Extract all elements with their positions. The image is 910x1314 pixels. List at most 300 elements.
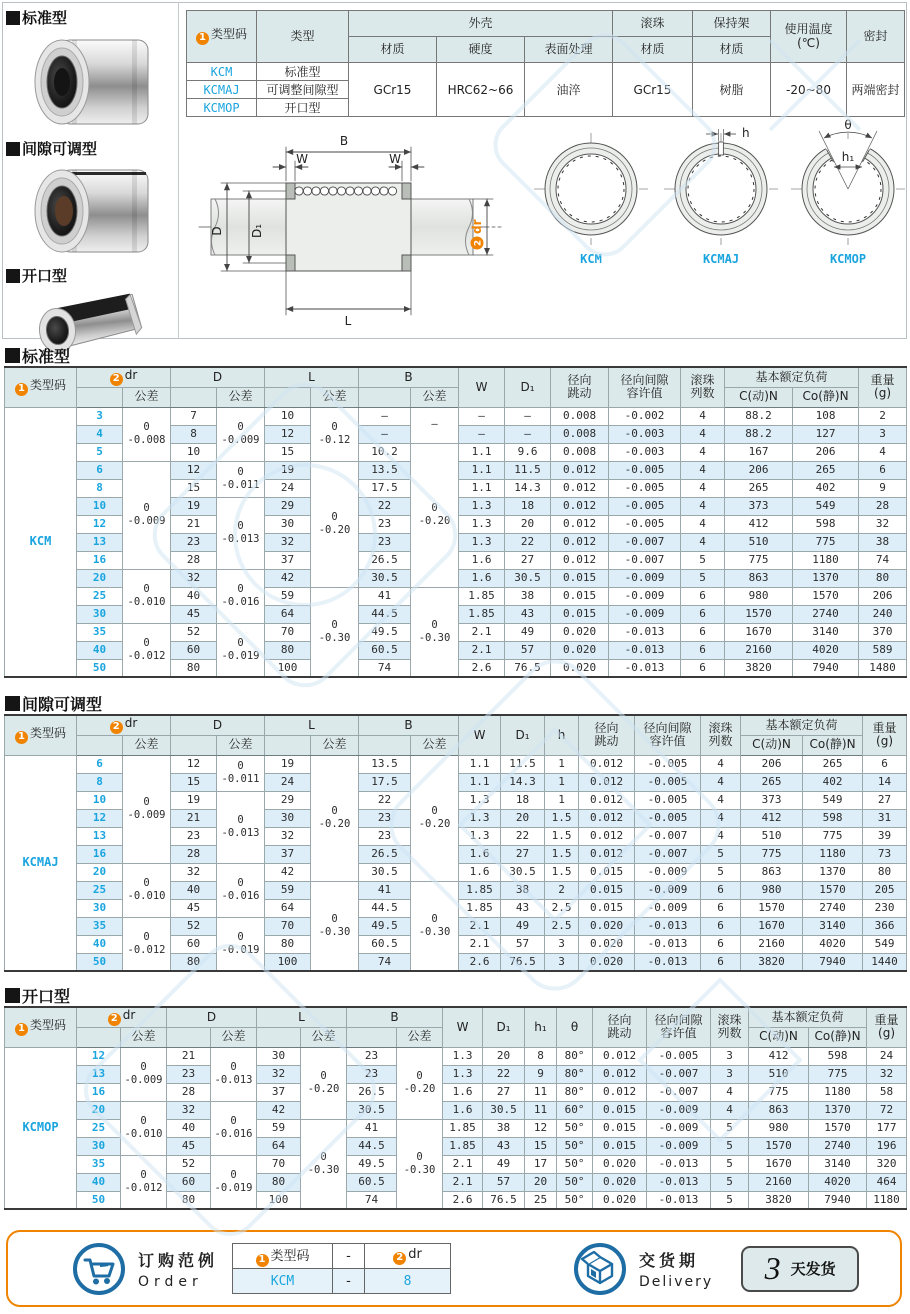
- data-cell: 366: [863, 917, 907, 935]
- data-cell: 1.3: [443, 1065, 483, 1083]
- table-row: [5, 755, 907, 773]
- dr-value-cell: 16: [77, 551, 123, 569]
- data-cell: 0.020: [593, 1173, 647, 1191]
- B-value-cell: 26.5: [359, 845, 411, 863]
- data-cell: 108: [793, 407, 859, 425]
- D-value-cell: 8: [171, 425, 217, 443]
- L-value-cell: 42: [265, 863, 311, 881]
- col-W: W: [459, 715, 501, 755]
- data-cell: -0.002: [609, 407, 681, 425]
- data-cell: 510: [749, 1065, 809, 1083]
- D-value-cell: 32: [171, 863, 217, 881]
- B-value-cell: 74: [359, 953, 411, 971]
- D-value-cell: 15: [171, 773, 217, 791]
- tolerance-cell: 0 -0.009: [217, 407, 265, 461]
- data-cell: 4: [681, 443, 725, 461]
- L-value-cell: 70: [257, 1155, 301, 1173]
- dr-value-cell: 30: [77, 899, 123, 917]
- D-value-cell: 60: [171, 935, 217, 953]
- data-cell: 11: [525, 1083, 557, 1101]
- col-dr-value: [77, 1027, 121, 1047]
- data-cell: 2160: [725, 641, 793, 659]
- dr-value-cell: 50: [77, 953, 123, 971]
- col-L-value: [257, 1027, 301, 1047]
- data-cell: 2.5: [545, 917, 579, 935]
- L-value-cell: 64: [257, 1137, 301, 1155]
- data-cell: 0.015: [551, 605, 609, 623]
- data-cell: 6: [701, 917, 741, 935]
- data-cell: -0.009: [609, 587, 681, 605]
- data-cell: -0.005: [635, 773, 701, 791]
- tolerance-cell: –: [411, 407, 459, 443]
- data-cell: 88.2: [725, 407, 793, 425]
- data-cell: -0.005: [635, 809, 701, 827]
- col-D-value: [171, 387, 217, 407]
- data-cell: 57: [501, 935, 545, 953]
- type-code-cell: KCMAJ: [187, 81, 257, 99]
- dr-value-cell: 12: [77, 515, 123, 533]
- dim-label-dr-group: [470, 219, 484, 249]
- data-cell: 3: [859, 425, 907, 443]
- col-dr-tolerance: 公差: [123, 735, 171, 755]
- B-value-cell: 30.5: [359, 863, 411, 881]
- data-cell: 205: [863, 881, 907, 899]
- data-cell: 0.012: [551, 497, 609, 515]
- dim-label-B: B: [339, 134, 349, 148]
- col-radial-clearance: 径向间隙 容许值: [635, 715, 701, 755]
- data-cell: 1.3: [459, 809, 501, 827]
- L-value-cell: 32: [265, 827, 311, 845]
- data-cell: 1: [545, 773, 579, 791]
- L-value-cell: 70: [265, 917, 311, 935]
- data-cell: 2.1: [459, 917, 501, 935]
- D-value-cell: 40: [167, 1119, 211, 1137]
- tolerance-cell: 0 -0.30: [311, 587, 359, 677]
- B-value-cell: 41: [359, 881, 411, 899]
- data-cell: 1.85: [459, 881, 501, 899]
- data-cell: 1.85: [459, 605, 505, 623]
- data-cell: 9.6: [505, 443, 551, 461]
- data-cell: 1.6: [459, 551, 505, 569]
- tolerance-cell: 0 -0.009: [121, 1047, 167, 1101]
- dr-value-cell: 25: [77, 587, 123, 605]
- data-cell: 73: [863, 845, 907, 863]
- B-value-cell: 17.5: [359, 479, 411, 497]
- data-cell: 3: [545, 935, 579, 953]
- data-cell: -0.005: [609, 461, 681, 479]
- badge-2-icon: 2: [473, 239, 484, 247]
- tolerance-cell: 0 -0.016: [217, 569, 265, 623]
- data-cell: -0.013: [609, 623, 681, 641]
- D-value-cell: 19: [171, 791, 217, 809]
- data-cell: 0.008: [551, 407, 609, 425]
- col-L-tolerance: 公差: [311, 387, 359, 407]
- col-D-group: D: [167, 1007, 257, 1027]
- dr-value-cell: 20: [77, 569, 123, 587]
- data-cell: 6: [701, 899, 741, 917]
- data-cell: 9: [859, 479, 907, 497]
- data-cell: 549: [793, 497, 859, 515]
- dim-label-theta: θ: [844, 119, 852, 132]
- tolerance-cell: 0 -0.20: [301, 1047, 347, 1119]
- data-cell: 5: [711, 1137, 749, 1155]
- dr-value-cell: 10: [77, 791, 123, 809]
- dr-value-cell: 8: [77, 773, 123, 791]
- spec-table-kcmaj: [4, 714, 907, 972]
- data-cell: 80: [863, 863, 907, 881]
- dr-value-cell: 40: [77, 641, 123, 659]
- data-cell: 4: [701, 773, 741, 791]
- dim-label-D1: D₁: [250, 223, 264, 239]
- dr-value-cell: 20: [77, 863, 123, 881]
- data-cell: 1570: [725, 605, 793, 623]
- data-cell: 2.6: [459, 953, 501, 971]
- dr-value-cell: 8: [77, 479, 123, 497]
- data-cell: -0.007: [647, 1065, 711, 1083]
- order-example-table: [232, 1243, 451, 1294]
- B-value-cell: 60.5: [359, 935, 411, 953]
- data-cell: 0.015: [579, 899, 635, 917]
- delivery-unit: 天发货: [790, 1260, 836, 1278]
- order-val-dr: 8: [365, 1269, 451, 1294]
- data-cell: 1.85: [459, 587, 505, 605]
- dim-label-W-left: W: [296, 152, 308, 166]
- data-cell: 22: [505, 533, 551, 551]
- col-D-tolerance: 公差: [217, 735, 265, 755]
- data-cell: 1180: [809, 1083, 867, 1101]
- L-value-cell: 42: [265, 569, 311, 587]
- data-cell: 1.3: [459, 827, 501, 845]
- type-code-cell: KCM: [187, 63, 257, 81]
- col-weight: 重量 (g): [867, 1007, 907, 1047]
- data-cell: 0.020: [579, 935, 635, 953]
- data-cell: 1570: [803, 881, 863, 899]
- temp-cell: -20~80: [771, 63, 847, 117]
- data-cell: 4020: [793, 641, 859, 659]
- col-static-load: Co(静)N: [793, 387, 859, 407]
- data-cell: 11: [525, 1101, 557, 1119]
- dr-value-cell: 3: [77, 407, 123, 425]
- data-cell: 80°: [557, 1083, 593, 1101]
- tolerance-cell: 0 -0.019: [211, 1155, 257, 1209]
- table-row: [5, 1047, 907, 1065]
- dr-value-cell: 6: [77, 461, 123, 479]
- ring-section-kcmaj: [664, 126, 778, 266]
- tolerance-cell: 0 -0.010: [123, 569, 171, 623]
- ring-label-kcm: KCM: [580, 252, 602, 266]
- D-value-cell: 40: [171, 587, 217, 605]
- data-cell: 11.5: [505, 461, 551, 479]
- badge-2-icon: 2: [108, 1013, 121, 1026]
- section-title-text: 间隙可调型: [22, 695, 103, 714]
- data-cell: 775: [793, 533, 859, 551]
- data-cell: 3140: [803, 917, 863, 935]
- data-cell: 1570: [809, 1119, 867, 1137]
- data-cell: 1: [545, 755, 579, 773]
- tolerance-cell: 0 -0.20: [311, 755, 359, 881]
- tolerance-cell: 0 -0.30: [311, 881, 359, 971]
- D-value-cell: 40: [171, 881, 217, 899]
- L-value-cell: 70: [265, 623, 311, 641]
- data-cell: 1.5: [545, 863, 579, 881]
- col-seal: 密封: [847, 11, 905, 63]
- data-cell: 43: [483, 1137, 525, 1155]
- dr-value-cell: 12: [77, 1047, 121, 1065]
- tolerance-cell: 0 -0.30: [411, 881, 459, 971]
- data-cell: 4: [701, 809, 741, 827]
- data-cell: 0.015: [593, 1119, 647, 1137]
- data-cell: -0.007: [609, 533, 681, 551]
- data-cell: 1670: [749, 1155, 809, 1173]
- B-value-cell: 44.5: [359, 899, 411, 917]
- tolerance-cell: 0 -0.013: [217, 791, 265, 863]
- tolerance-cell: 0 -0.20: [397, 1047, 443, 1119]
- ring-label-kcmaj: KCMAJ: [702, 252, 740, 266]
- L-value-cell: 100: [257, 1191, 301, 1209]
- col-ball-rows: 滚珠 列数: [701, 715, 741, 755]
- data-cell: 12: [525, 1119, 557, 1137]
- data-cell: 2740: [793, 605, 859, 623]
- L-value-cell: 24: [265, 479, 311, 497]
- col-B-value: [347, 1027, 397, 1047]
- L-value-cell: 19: [265, 755, 311, 773]
- data-cell: 549: [863, 935, 907, 953]
- col-ball-rows: 滚珠 列数: [711, 1007, 749, 1047]
- data-cell: 0.020: [579, 917, 635, 935]
- data-cell: 27: [501, 845, 545, 863]
- L-value-cell: 15: [265, 443, 311, 461]
- side-label-text: 开口型: [22, 267, 68, 285]
- col-cage-material: 材质: [693, 37, 771, 63]
- bearing-photo-standard: [20, 31, 160, 133]
- col-radial-runout: 径向 跳动: [579, 715, 635, 755]
- delivery-title: [639, 1248, 713, 1290]
- tolerance-cell: 0 -0.008: [123, 407, 171, 461]
- col-B-group: B: [347, 1007, 443, 1027]
- L-value-cell: 10: [265, 407, 311, 425]
- col-h: h: [545, 715, 579, 755]
- data-cell: 1180: [793, 551, 859, 569]
- tolerance-cell: 0 -0.009: [123, 755, 171, 863]
- data-cell: 1.6: [459, 569, 505, 587]
- data-cell: 43: [501, 899, 545, 917]
- data-cell: 863: [725, 569, 793, 587]
- data-cell: 11.5: [501, 755, 545, 773]
- spec-table-kcmop: [4, 1006, 907, 1210]
- dim-label-h1: h₁: [841, 150, 855, 164]
- data-cell: 2.6: [459, 659, 505, 677]
- type-info-table: [186, 10, 905, 117]
- col-radial-runout: 径向 跳动: [593, 1007, 647, 1047]
- data-cell: 32: [867, 1065, 907, 1083]
- ball-material-cell: GCr15: [613, 63, 693, 117]
- D-value-cell: 23: [171, 533, 217, 551]
- B-value-cell: 44.5: [359, 605, 411, 623]
- data-cell: 22: [483, 1065, 525, 1083]
- data-cell: -0.003: [609, 443, 681, 461]
- data-cell: –: [505, 407, 551, 425]
- B-value-cell: 26.5: [359, 551, 411, 569]
- L-value-cell: 19: [265, 461, 311, 479]
- data-cell: 3140: [809, 1155, 867, 1173]
- data-cell: 0.015: [579, 881, 635, 899]
- data-cell: 370: [859, 623, 907, 641]
- data-cell: 0.012: [579, 827, 635, 845]
- data-cell: 1.6: [443, 1101, 483, 1119]
- data-cell: 0.020: [551, 659, 609, 677]
- data-cell: 8: [525, 1047, 557, 1065]
- data-cell: 412: [749, 1047, 809, 1065]
- data-cell: 28: [859, 497, 907, 515]
- data-cell: 57: [483, 1173, 525, 1191]
- data-cell: 20: [501, 809, 545, 827]
- D-value-cell: 80: [171, 659, 217, 677]
- data-cell: 76.5: [505, 659, 551, 677]
- data-cell: 57: [505, 641, 551, 659]
- data-cell: 6: [681, 587, 725, 605]
- dr-value-cell: 50: [77, 659, 123, 677]
- table-row: [5, 1101, 907, 1119]
- data-cell: 43: [505, 605, 551, 623]
- tolerance-cell: 0 -0.013: [217, 497, 265, 569]
- data-cell: 1.6: [459, 845, 501, 863]
- D-value-cell: 60: [171, 641, 217, 659]
- data-cell: 4: [681, 479, 725, 497]
- col-L-group: L: [265, 367, 359, 387]
- delivery-days: 3: [764, 1250, 781, 1286]
- B-value-cell: 41: [347, 1119, 397, 1137]
- data-cell: 265: [793, 461, 859, 479]
- data-cell: 76.5: [501, 953, 545, 971]
- data-cell: –: [505, 425, 551, 443]
- data-cell: 4: [859, 443, 907, 461]
- D-value-cell: 28: [171, 845, 217, 863]
- data-cell: 38: [859, 533, 907, 551]
- section-title-standard: [5, 344, 70, 367]
- data-cell: 38: [505, 587, 551, 605]
- badge-1-icon: 1: [256, 1254, 269, 1267]
- col-dynamic-load: C(动)N: [725, 387, 793, 407]
- data-cell: 265: [741, 773, 803, 791]
- data-cell: 177: [867, 1119, 907, 1137]
- tolerance-cell: 0 -0.010: [121, 1101, 167, 1155]
- col-B-tolerance: 公差: [397, 1027, 443, 1047]
- data-cell: 863: [741, 863, 803, 881]
- data-cell: 2160: [741, 935, 803, 953]
- dr-value-cell: 25: [77, 881, 123, 899]
- L-value-cell: 42: [257, 1101, 301, 1119]
- B-value-cell: 17.5: [359, 773, 411, 791]
- col-dr-group: 2 dr: [77, 1007, 167, 1027]
- tolerance-cell: 0 -0.12: [311, 407, 359, 461]
- tolerance-cell: 0 -0.012: [121, 1155, 167, 1209]
- data-cell: 6: [681, 623, 725, 641]
- side-label-adjustable: [6, 138, 178, 159]
- data-cell: 980: [741, 881, 803, 899]
- data-cell: -0.013: [647, 1173, 711, 1191]
- B-value-cell: 22: [359, 791, 411, 809]
- L-value-cell: 12: [265, 425, 311, 443]
- L-value-cell: 37: [265, 845, 311, 863]
- col-radial-clearance: 径向间隙 容许值: [647, 1007, 711, 1047]
- D-value-cell: 7: [171, 407, 217, 425]
- data-cell: 49: [483, 1155, 525, 1173]
- data-cell: 1.5: [545, 827, 579, 845]
- data-cell: 80: [859, 569, 907, 587]
- data-cell: 17: [525, 1155, 557, 1173]
- tolerance-cell: 0 -0.30: [397, 1119, 443, 1209]
- data-cell: 6: [681, 641, 725, 659]
- data-cell: 20: [505, 515, 551, 533]
- data-cell: 5: [711, 1155, 749, 1173]
- L-value-cell: 64: [265, 899, 311, 917]
- data-cell: 1.85: [443, 1137, 483, 1155]
- data-cell: 6: [681, 605, 725, 623]
- L-value-cell: 29: [265, 497, 311, 515]
- data-cell: -0.005: [647, 1047, 711, 1065]
- type-code-cell: KCMAJ: [5, 755, 77, 971]
- B-value-cell: 60.5: [359, 641, 411, 659]
- B-value-cell: 30.5: [359, 569, 411, 587]
- data-cell: 127: [793, 425, 859, 443]
- data-cell: 80°: [557, 1047, 593, 1065]
- data-cell: 0.015: [551, 587, 609, 605]
- D-value-cell: 28: [167, 1083, 211, 1101]
- data-cell: 0.008: [551, 443, 609, 461]
- data-cell: 1180: [803, 845, 863, 863]
- table-row: [5, 407, 907, 425]
- tolerance-cell: 0 -0.011: [217, 461, 265, 497]
- col-D1: D₁: [505, 367, 551, 407]
- order-title-cn: 订购范例: [138, 1250, 219, 1270]
- col-L-value: [265, 735, 311, 755]
- data-cell: 0.020: [593, 1155, 647, 1173]
- order-title: [138, 1248, 218, 1290]
- col-ball-material: 材质: [613, 37, 693, 63]
- data-cell: 24: [867, 1047, 907, 1065]
- dr-value-cell: 12: [77, 809, 123, 827]
- data-cell: 5: [701, 863, 741, 881]
- order-delivery-bar: [6, 1230, 902, 1307]
- data-cell: 1670: [725, 623, 793, 641]
- L-value-cell: 29: [265, 791, 311, 809]
- L-value-cell: 100: [265, 659, 311, 677]
- data-cell: 5: [711, 1119, 749, 1137]
- B-value-cell: 74: [359, 659, 411, 677]
- hardness-cell: HRC62~66: [437, 63, 525, 117]
- data-cell: 74: [859, 551, 907, 569]
- col-load-group: 基本额定负荷: [725, 367, 859, 387]
- data-cell: 27: [505, 551, 551, 569]
- data-cell: 775: [809, 1065, 867, 1083]
- bearing-photo-adjustable: [20, 162, 160, 260]
- data-cell: 7940: [793, 659, 859, 677]
- data-cell: 15: [525, 1137, 557, 1155]
- dr-value-cell: 13: [77, 533, 123, 551]
- D-value-cell: 15: [171, 479, 217, 497]
- dr-value-cell: 40: [77, 935, 123, 953]
- L-value-cell: 59: [265, 881, 311, 899]
- data-cell: 412: [741, 809, 803, 827]
- data-cell: 2.1: [459, 623, 505, 641]
- data-cell: -0.013: [635, 953, 701, 971]
- B-value-cell: 23: [359, 827, 411, 845]
- data-cell: 4: [681, 533, 725, 551]
- data-cell: 4020: [803, 935, 863, 953]
- dr-value-cell: 35: [77, 1155, 121, 1173]
- col-D-tolerance: 公差: [217, 387, 265, 407]
- cart-icon: [70, 1240, 128, 1298]
